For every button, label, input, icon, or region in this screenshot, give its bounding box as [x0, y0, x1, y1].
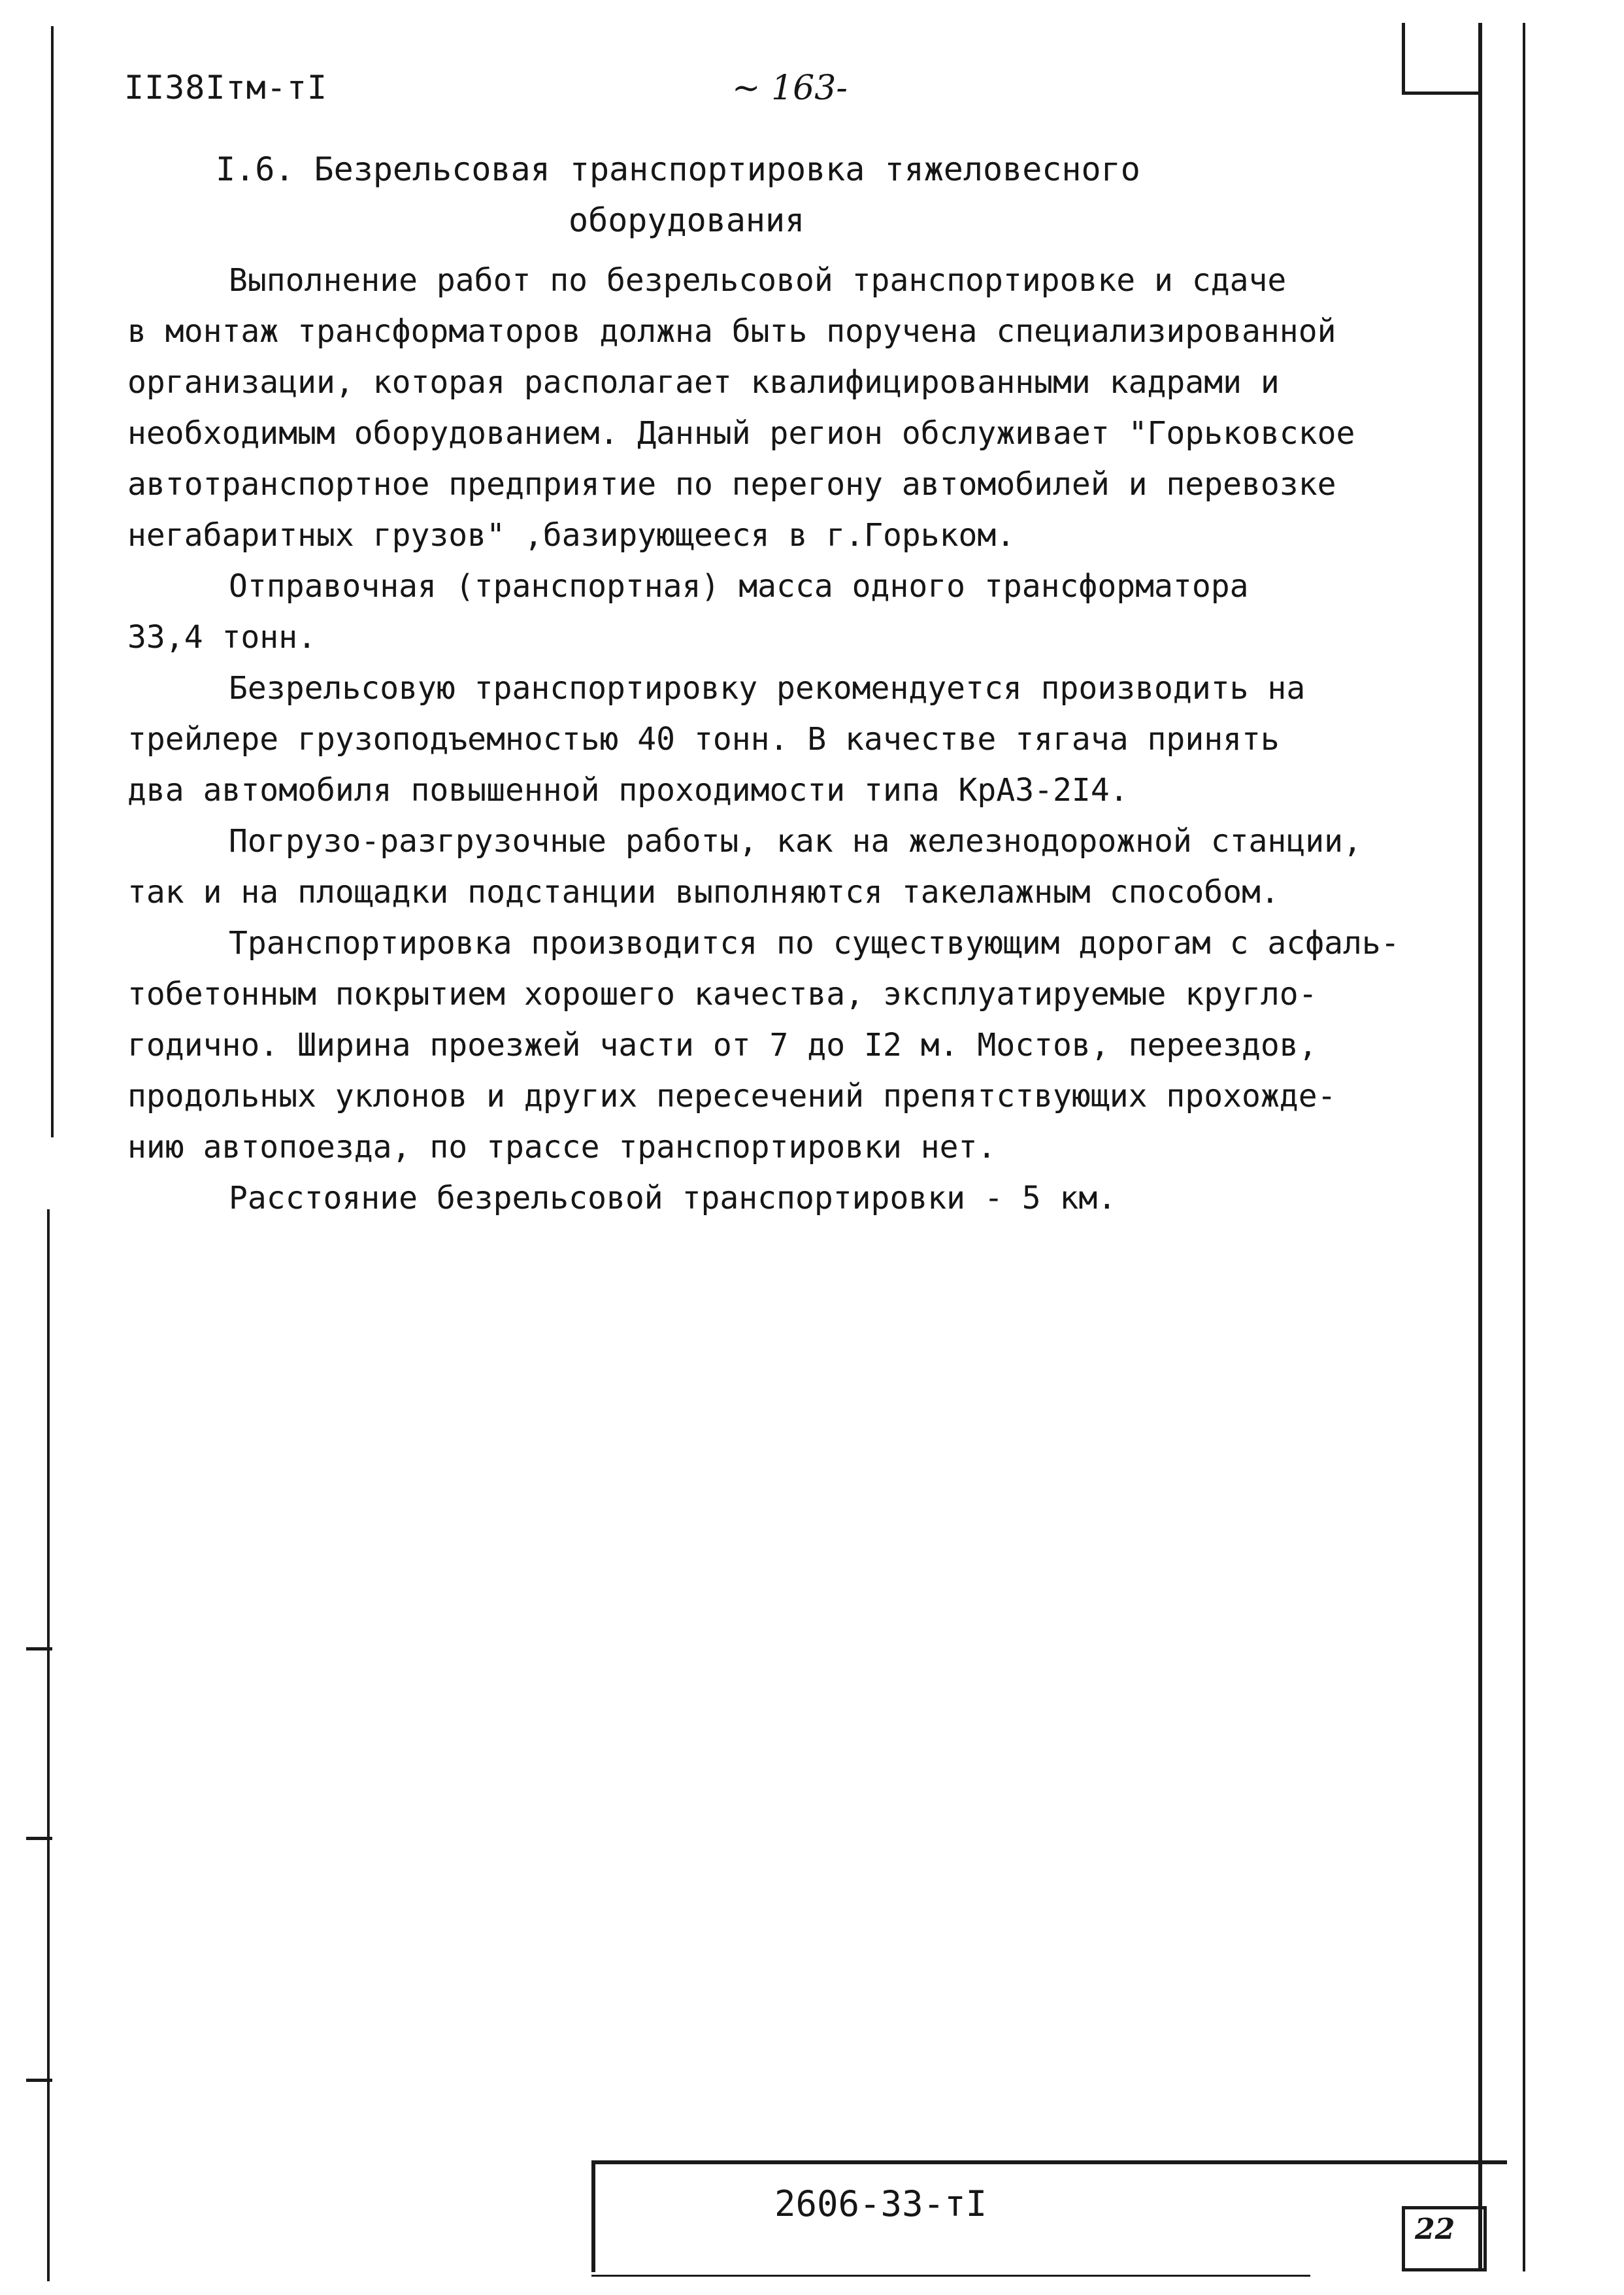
text-line: Отправочная (транспортная) масса одного трансформатора	[229, 568, 1249, 605]
text-line: негабаритных грузов" ,базирующееся в г.Горьком.	[127, 517, 1016, 554]
text-line: продольных уклонов и других пересечений препятствующих прохожде-	[127, 1078, 1336, 1114]
text-line: организации, которая располагает квалифицированными кадрами и	[127, 364, 1280, 401]
text-line: Погрузо-разгрузочные работы, как на железнодорожной станции,	[229, 823, 1362, 860]
text-line: два автомобиля повышенной проходимости типа КрАЗ-2I4.	[127, 772, 1129, 809]
text-line: в монтаж трансформаторов должна быть поручена специализированной	[127, 313, 1336, 350]
document-code: II38Iтм-тI	[124, 69, 328, 107]
sheet-number: 22	[1415, 2213, 1455, 2246]
heading-line-1: I.6. Безрельсовая транспортировка тяжеловесного	[216, 150, 1140, 188]
text-line: Безрельсовую транспортировку рекомендуется производить на	[229, 670, 1306, 707]
text-line: тобетонным покрытием хорошего качества, эксплуатируемые кругло-	[127, 976, 1317, 1013]
binding-mark	[26, 2079, 52, 2082]
text-line: годично. Ширина проезжей части от 7 до I2 м. Мостов, переездов,	[127, 1027, 1317, 1064]
left-margin-line	[51, 26, 54, 1137]
heading-line-2: оборудования	[569, 201, 805, 239]
binding-mark	[26, 1647, 52, 1650]
text-line: необходимым оборудованием. Данный регион обслуживает "Горьковское	[127, 415, 1355, 452]
text-line: автотранспортное предприятие по перегону автомобилей и перевозке	[127, 466, 1336, 503]
page-number: ~ 163-	[732, 69, 848, 108]
right-outer-line	[1523, 23, 1525, 2271]
title-block	[591, 2160, 1507, 2272]
corner-mark-horizontal	[1402, 92, 1480, 95]
text-line: трейлере грузоподъемностью 40 тонн. В качестве тягача принять	[127, 721, 1280, 758]
right-frame-line	[1478, 23, 1482, 2271]
text-line: Выполнение работ по безрельсовой транспортировке и сдаче	[229, 262, 1287, 299]
binding-mark	[26, 1837, 52, 1840]
body-text	[127, 255, 1434, 1224]
left-margin-line-lower	[47, 1209, 50, 2281]
section-heading	[216, 144, 1327, 246]
text-line: 33,4 тонн.	[127, 619, 316, 656]
text-line: так и на площадки подстанции выполняются такелажным способом.	[127, 874, 1280, 911]
text-line: Расстояние безрельсовой транспортировки - 5 км.	[229, 1180, 1117, 1216]
text-line: нию автопоезда, по трассе транспортировки нет.	[127, 1129, 997, 1165]
corner-mark-vertical	[1402, 23, 1405, 95]
text-line: Транспортировка производится по существующим дорогам с асфаль-	[229, 925, 1400, 962]
title-block-doc-code: 2606-33-тI	[774, 2183, 987, 2224]
title-block-bottom-line	[591, 2275, 1310, 2277]
